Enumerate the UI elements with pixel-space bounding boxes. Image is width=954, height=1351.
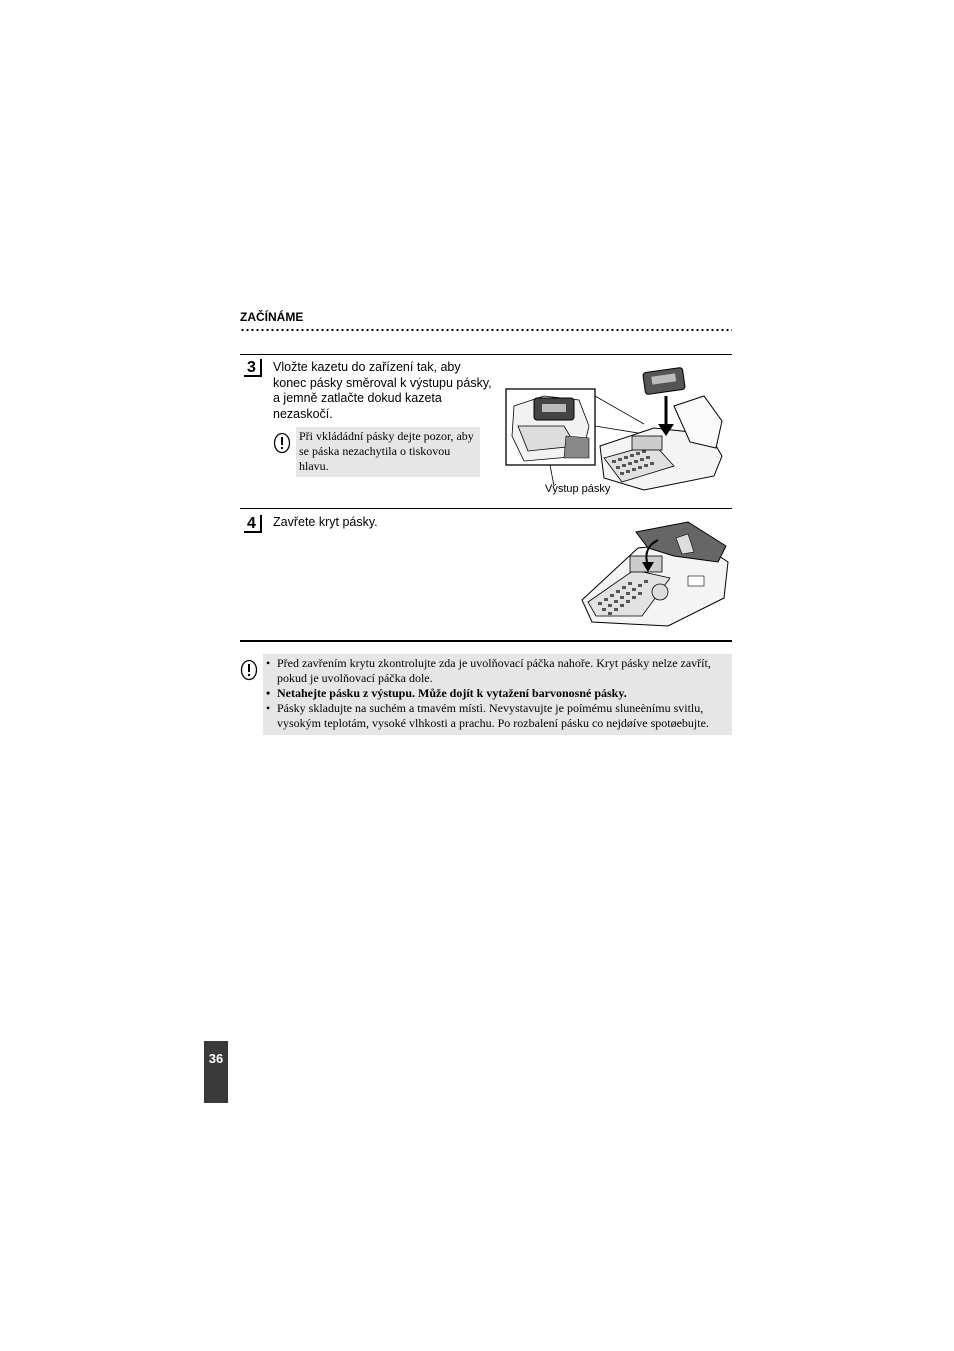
caution-item: • Před zavřením krytu zkontrolujte zda je uvolňovací páčka nahoře. Kryt pásky nelze zavřít, pokud je uvolňovací páčka dole. [264, 656, 726, 686]
bottom-caution-note [263, 654, 732, 735]
tape-exit-caption: Výstup pásky [545, 483, 611, 495]
dotted-divider [240, 328, 732, 332]
cassette-insert-illustration [504, 366, 732, 498]
step-number-3: 3 [244, 359, 262, 377]
section-end-divider [240, 640, 732, 642]
step-3-note [296, 427, 480, 477]
step-number-4: 4 [244, 515, 262, 533]
caution-item: • Netahejte pásku z výstupu. Může dojít k vytažení barvonosné pásky. [264, 686, 726, 701]
step-3-note-text: Při vkládádní pásky dejte pozor, aby se páska nezachytila o tiskovou hlavu. [299, 429, 474, 473]
step-3-text: Vložte kazetu do zařízení tak, aby konec pásky směroval k výstupu pásky, a jemně zatlačte dokud kazeta nezaskočí. [273, 360, 492, 421]
caution-icon [273, 432, 291, 454]
step-divider [240, 354, 732, 355]
page-number-tab [204, 1041, 228, 1103]
section-title: ZAČÍNÁME [240, 310, 304, 324]
caution-item: • Pásky skladujte na suchém a tmavém místì. Nevystavujte je poímému sluneènímu svitlu, vysokým teplotám, vysoké vlhkosti a prachu. Po rozbalení pásku co nejdøíve spotøebujte. [264, 701, 726, 731]
caution-list [264, 656, 726, 731]
step-4-text: Zavřete kryt pásky. [273, 515, 378, 529]
step-divider [240, 508, 732, 509]
caution-icon [240, 659, 258, 681]
close-cover-illustration [578, 518, 730, 630]
page-number: 36 [208, 1051, 224, 1066]
